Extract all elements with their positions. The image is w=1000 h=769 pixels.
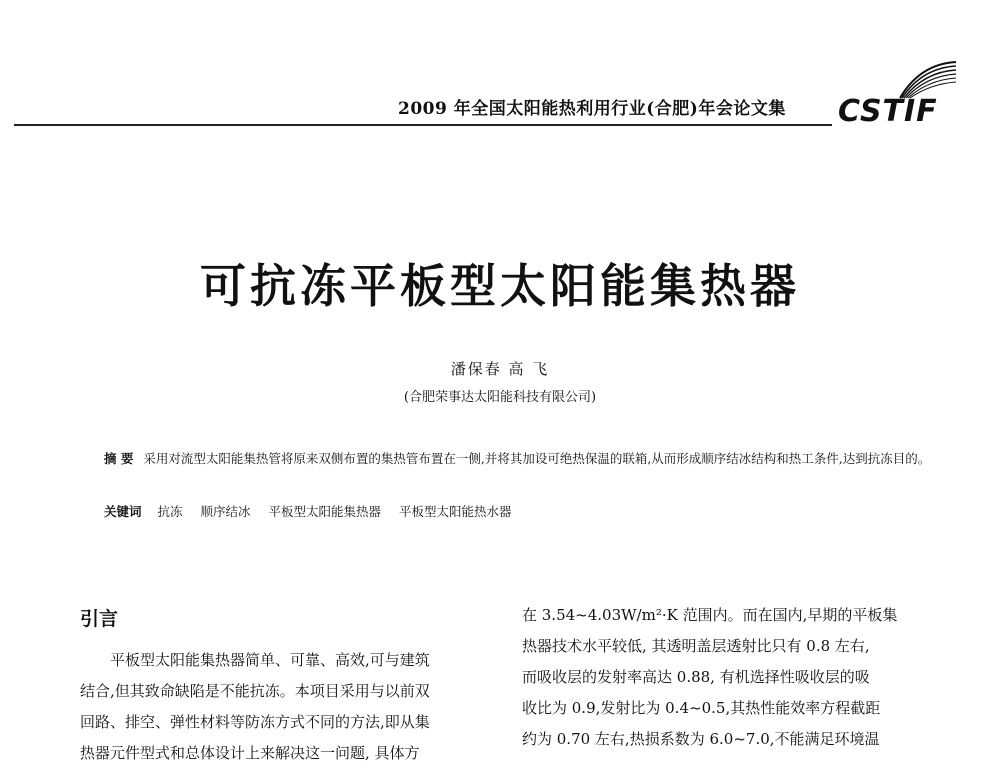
logo-text: CSTIF: [838, 94, 938, 129]
body-line: 在 3.54~4.03W/m²·K 范围内。而在国内,早期的平板集: [522, 606, 898, 624]
body-column-right: [522, 600, 942, 755]
paper-affiliation: (合肥荣事达太阳能科技有限公司): [403, 390, 597, 405]
body-line: 结合,但其致命缺陷是不能抗冻。本项目采用与以前双: [80, 682, 430, 700]
abstract: [66, 446, 942, 472]
keyword: 平板型太阳能热水器: [399, 504, 512, 519]
body-line: 热器元件型式和总体设计上来解决这一问题, 具体方: [80, 744, 420, 762]
body-column-left: [80, 645, 500, 769]
abstract-text: 采用对流型太阳能集热管将原来双侧布置的集热管布置在一侧,并将其加设可绝热保温的联箱,从而形成顺序结冰结构和热工条件,达到抗冻目的。: [143, 451, 931, 466]
body-line: 平板型太阳能集热器简单、可靠、高效,可与建筑: [110, 651, 430, 669]
cstif-logo: [838, 58, 968, 138]
keyword: 顺序结冰: [200, 504, 251, 519]
body-line: 而吸收层的发射率高达 0.88, 有机选择性吸收层的吸: [522, 668, 870, 686]
abstract-label: 摘 要: [104, 451, 134, 466]
body-line: 回路、排空、弹性材料等防冻方式不同的方法,即从集: [80, 713, 430, 731]
header-rule: [14, 124, 832, 126]
body-line: 热器技术水平较低, 其透明盖层透射比只有 0.8 左右,: [522, 637, 870, 655]
proceedings-header-title: 2009 年全国太阳能热利用行业(合肥)年会论文集: [398, 99, 786, 119]
body-line: 约为 0.70 左右,热损系数为 6.0~7.0,不能满足环境温: [522, 730, 880, 748]
keyword: 抗冻: [157, 504, 183, 519]
paper-authors: 潘保春 高 飞: [450, 360, 550, 378]
keywords-label: 关键词: [104, 504, 142, 519]
keyword: 平板型太阳能集热器: [268, 504, 382, 519]
paper-title: 可抗冻平板型太阳能集热器: [200, 259, 800, 313]
body-line: 收比为 0.9,发射比为 0.4~0.5,其热性能效率方程截距: [522, 699, 881, 717]
section-heading-introduction: 引言: [80, 608, 119, 630]
keywords: [104, 502, 934, 520]
